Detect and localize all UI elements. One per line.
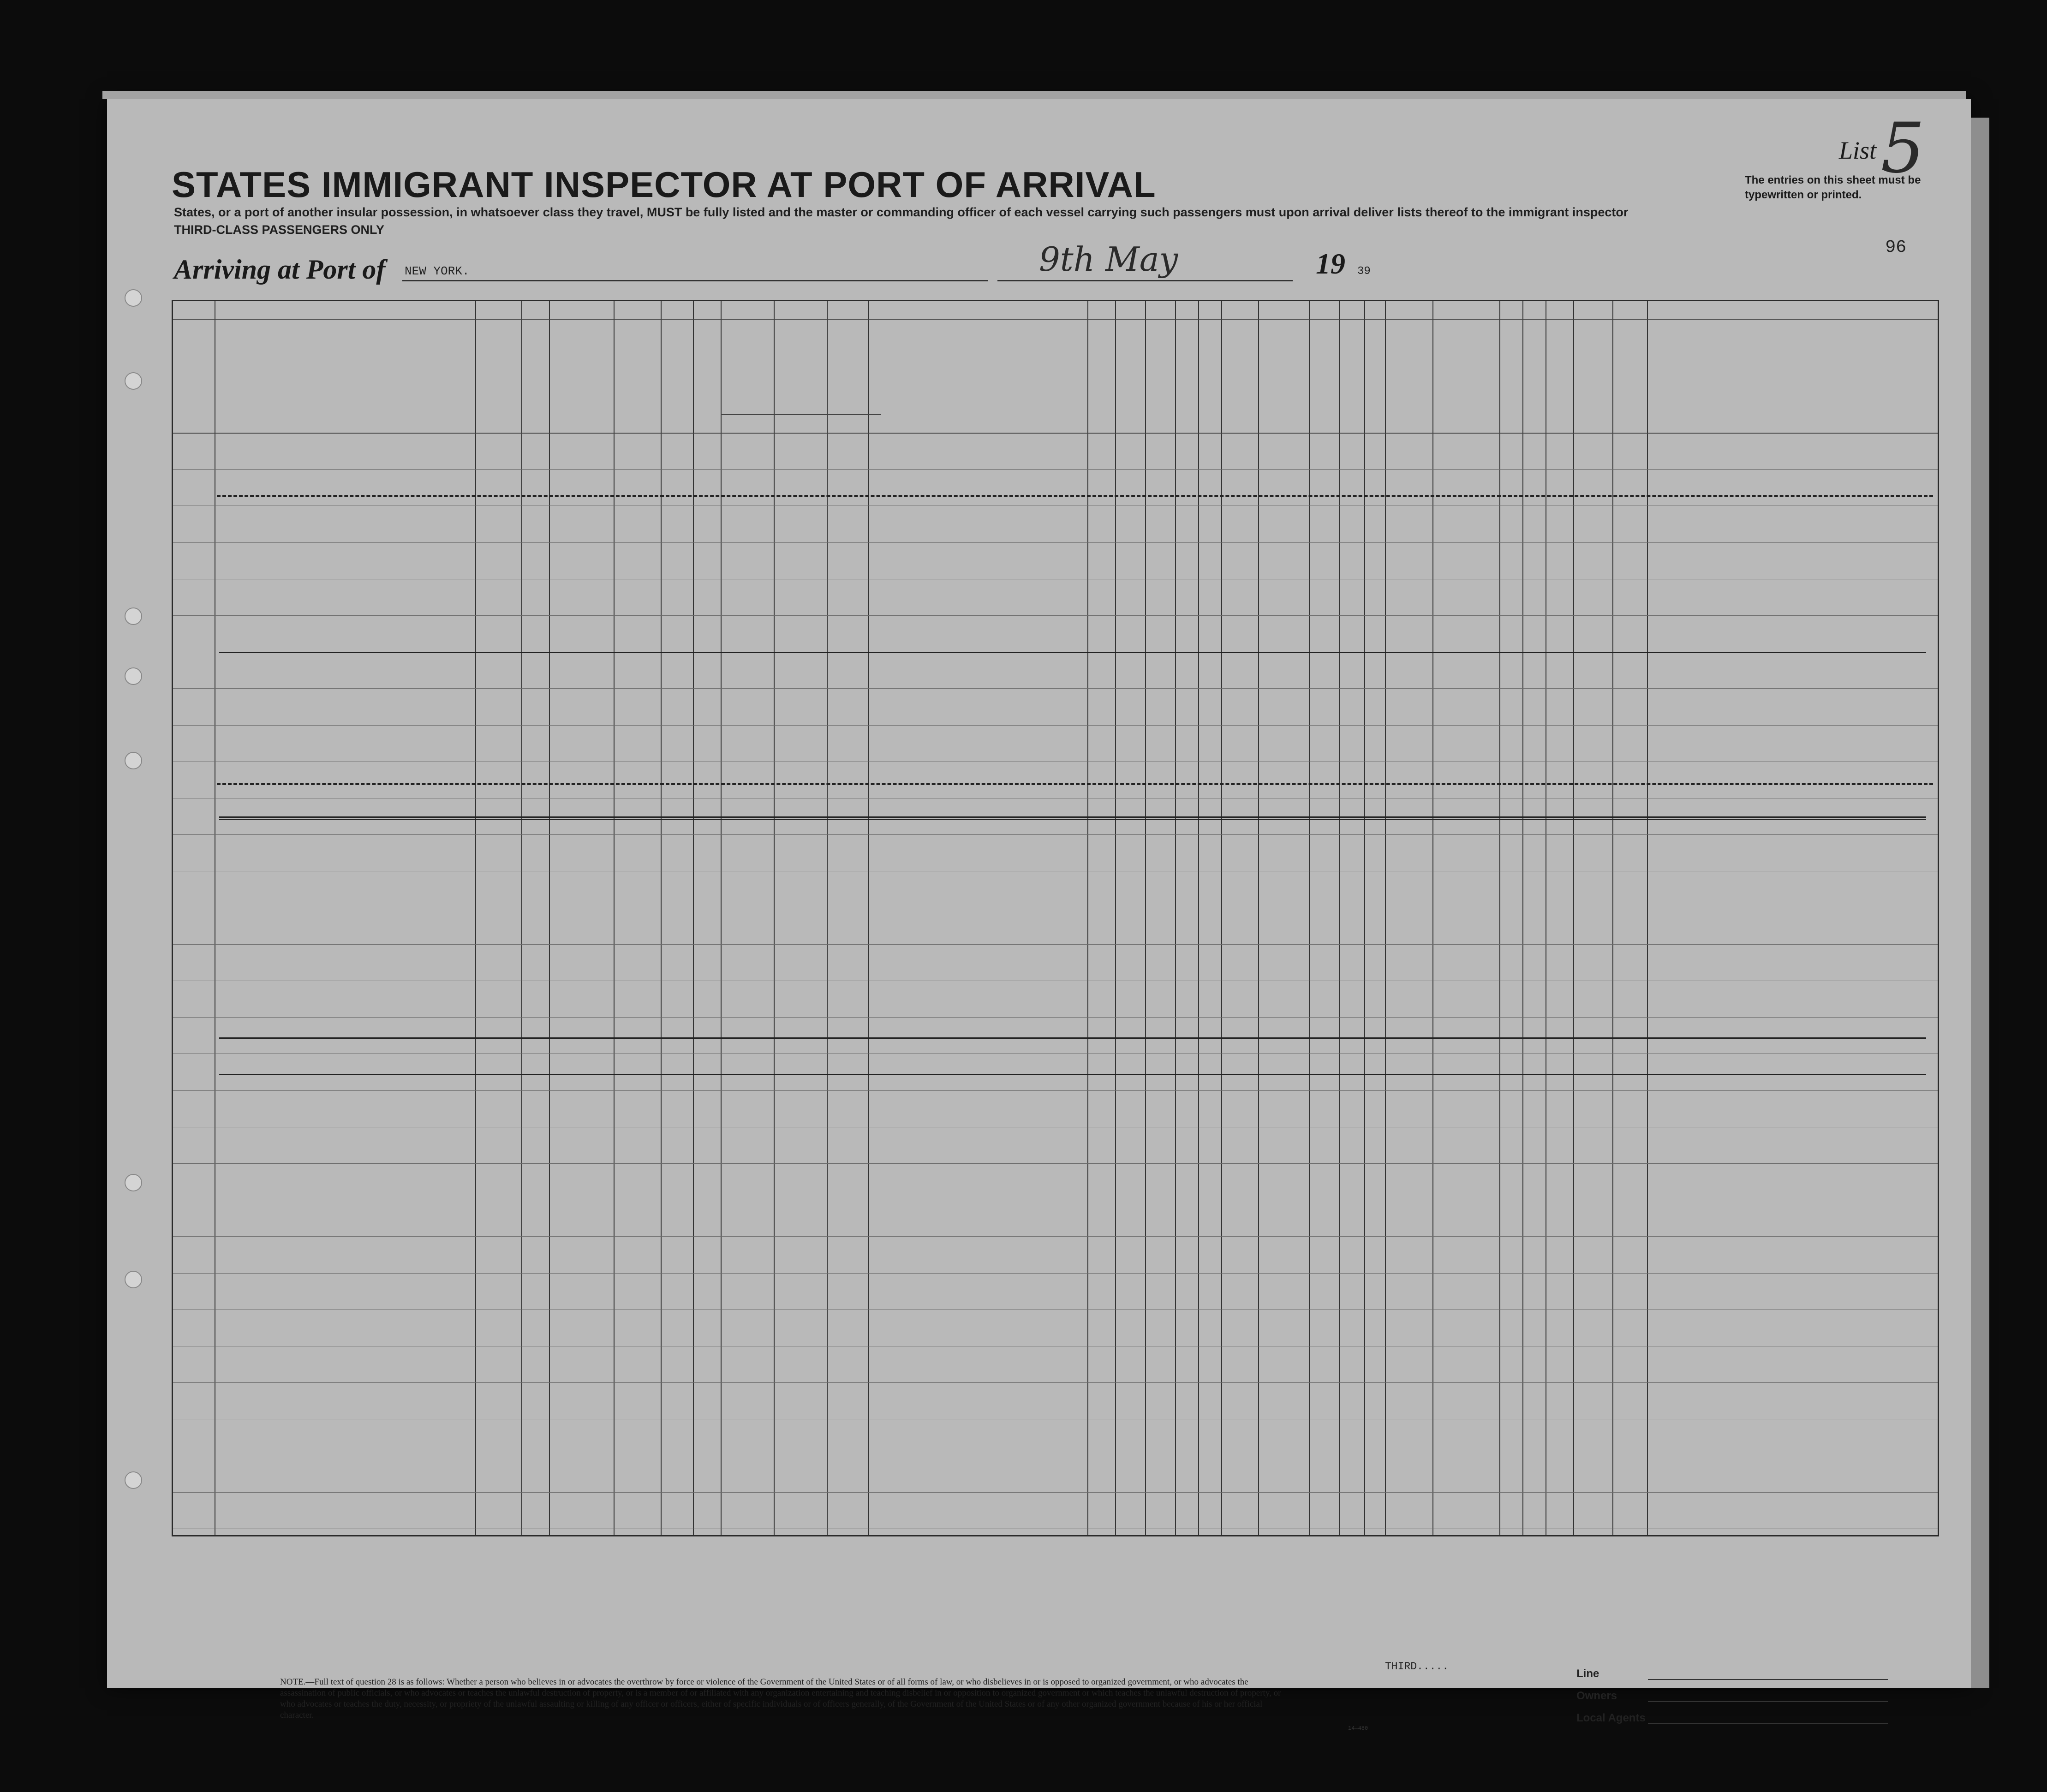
row-rule (173, 1492, 1938, 1493)
column-divider (1499, 301, 1500, 1535)
page-number: 96 (1885, 238, 1906, 257)
column-divider (1145, 301, 1146, 1535)
column-divider (1258, 301, 1259, 1535)
column-divider (1115, 301, 1116, 1535)
column-divider (1339, 301, 1340, 1535)
column-divider (774, 301, 775, 1535)
list-number: 5 (1880, 108, 1925, 189)
third-label: THIRD..... (1385, 1661, 1449, 1673)
column-divider (1647, 301, 1648, 1535)
column-divider (1087, 301, 1088, 1535)
strike-line (219, 1074, 1926, 1075)
date-underline (997, 280, 1293, 281)
row-rule (173, 1236, 1938, 1237)
row-rule (173, 1273, 1938, 1274)
column-divider (1432, 301, 1433, 1535)
subheader-rule (721, 414, 881, 415)
column-divider (1385, 301, 1386, 1535)
owners-label: Owners (1576, 1690, 1617, 1702)
list-label: List (1838, 137, 1876, 164)
row-rule (173, 834, 1938, 835)
manifest-sheet (107, 99, 1971, 1732)
question-28-note: NOTE.—Full text of question 28 is as follows: Whether a person who believes in or advocates the overthrow by force or violence of the Government of the United States or of all forms of law, or who disbelieves in or is opposed to organized government, or who advocates the assassination of public officials, or who advocates or teaches the unlawful destruction of property, or is a member of or affiliated with any organization entertaining and teaching disbelief in or opposition to organized government or which teaches the unlawful destruction of property, or who advocates or teaches the duty, necessity, or propriety of the unlawful assaulting or killing of any officer or officers, either of specific individuals or of officers generally, of the Government of the United States or of any other organized government because of his or her official character. (280, 1677, 1281, 1720)
binder-hole (125, 752, 142, 769)
year-prefix: 19 (1316, 247, 1345, 280)
binder-hole (125, 607, 142, 625)
class-line: THIRD-CLASS PASSENGERS ONLY (174, 223, 385, 237)
line-underline (1648, 1679, 1888, 1680)
column-divider (693, 301, 694, 1535)
binder-hole (125, 289, 142, 307)
strike-line (219, 1037, 1926, 1039)
column-divider (661, 301, 662, 1535)
column-divider (1364, 301, 1365, 1535)
row-separator (217, 495, 1933, 497)
line-label: Line (1576, 1667, 1599, 1680)
column-divider (1309, 301, 1310, 1535)
row-rule (173, 944, 1938, 945)
row-rule (173, 1382, 1938, 1383)
arrival-date: 9th May (1039, 240, 1178, 279)
local-agents-label: Local Agents (1576, 1712, 1646, 1724)
manifest-subtitle: States, or a port of another insular possession, in whatsoever class they travel, MUST be fully listed and the master or commanding officer of each vessel carrying such passengers must upon arrival deliver lists thereof to the immigrant inspector (174, 205, 1629, 219)
column-divider (549, 301, 550, 1535)
owners-underline (1648, 1701, 1888, 1702)
column-divider (521, 301, 522, 1535)
column-divider (475, 301, 476, 1535)
year-suffix: 39 (1357, 265, 1371, 278)
column-divider (614, 301, 615, 1535)
port-value: NEW YORK. (405, 264, 470, 278)
column-divider (868, 301, 869, 1535)
column-divider (721, 301, 722, 1535)
row-rule (173, 1017, 1938, 1018)
column-divider (1198, 301, 1199, 1535)
binder-hole (125, 372, 142, 390)
strike-line (219, 816, 1926, 818)
row-rule (173, 542, 1938, 543)
form-number: 14—480 (1348, 1725, 1368, 1732)
row-rule (173, 688, 1938, 689)
arriving-label: Arriving at Port of (174, 254, 386, 285)
strike-line (219, 819, 1926, 820)
row-rule (173, 1090, 1938, 1091)
binder-hole (125, 1471, 142, 1489)
entries-note: The entries on this sheet must be typewritten or printed. (1745, 174, 1921, 201)
row-rule (173, 1163, 1938, 1164)
row-rule (173, 725, 1938, 726)
row-rule (173, 615, 1938, 616)
column-divider (1221, 301, 1222, 1535)
row-separator (217, 783, 1933, 785)
column-divider (827, 301, 828, 1535)
port-underline (402, 280, 988, 281)
agents-underline (1648, 1723, 1888, 1724)
column-divider (1522, 301, 1523, 1535)
column-divider (1573, 301, 1574, 1535)
row-rule (173, 469, 1938, 470)
binder-hole (125, 667, 142, 685)
column-divider (1175, 301, 1176, 1535)
header-bottom-rule (173, 433, 1938, 434)
header-number-rule (173, 319, 1938, 320)
manifest-title: STATES IMMIGRANT INSPECTOR AT PORT OF ARRIVAL (172, 164, 1156, 205)
strike-line (219, 652, 1926, 653)
binder-hole (125, 1271, 142, 1288)
column-divider (1612, 301, 1613, 1535)
manifest-table (172, 300, 1939, 1536)
binder-hole (125, 1174, 142, 1191)
